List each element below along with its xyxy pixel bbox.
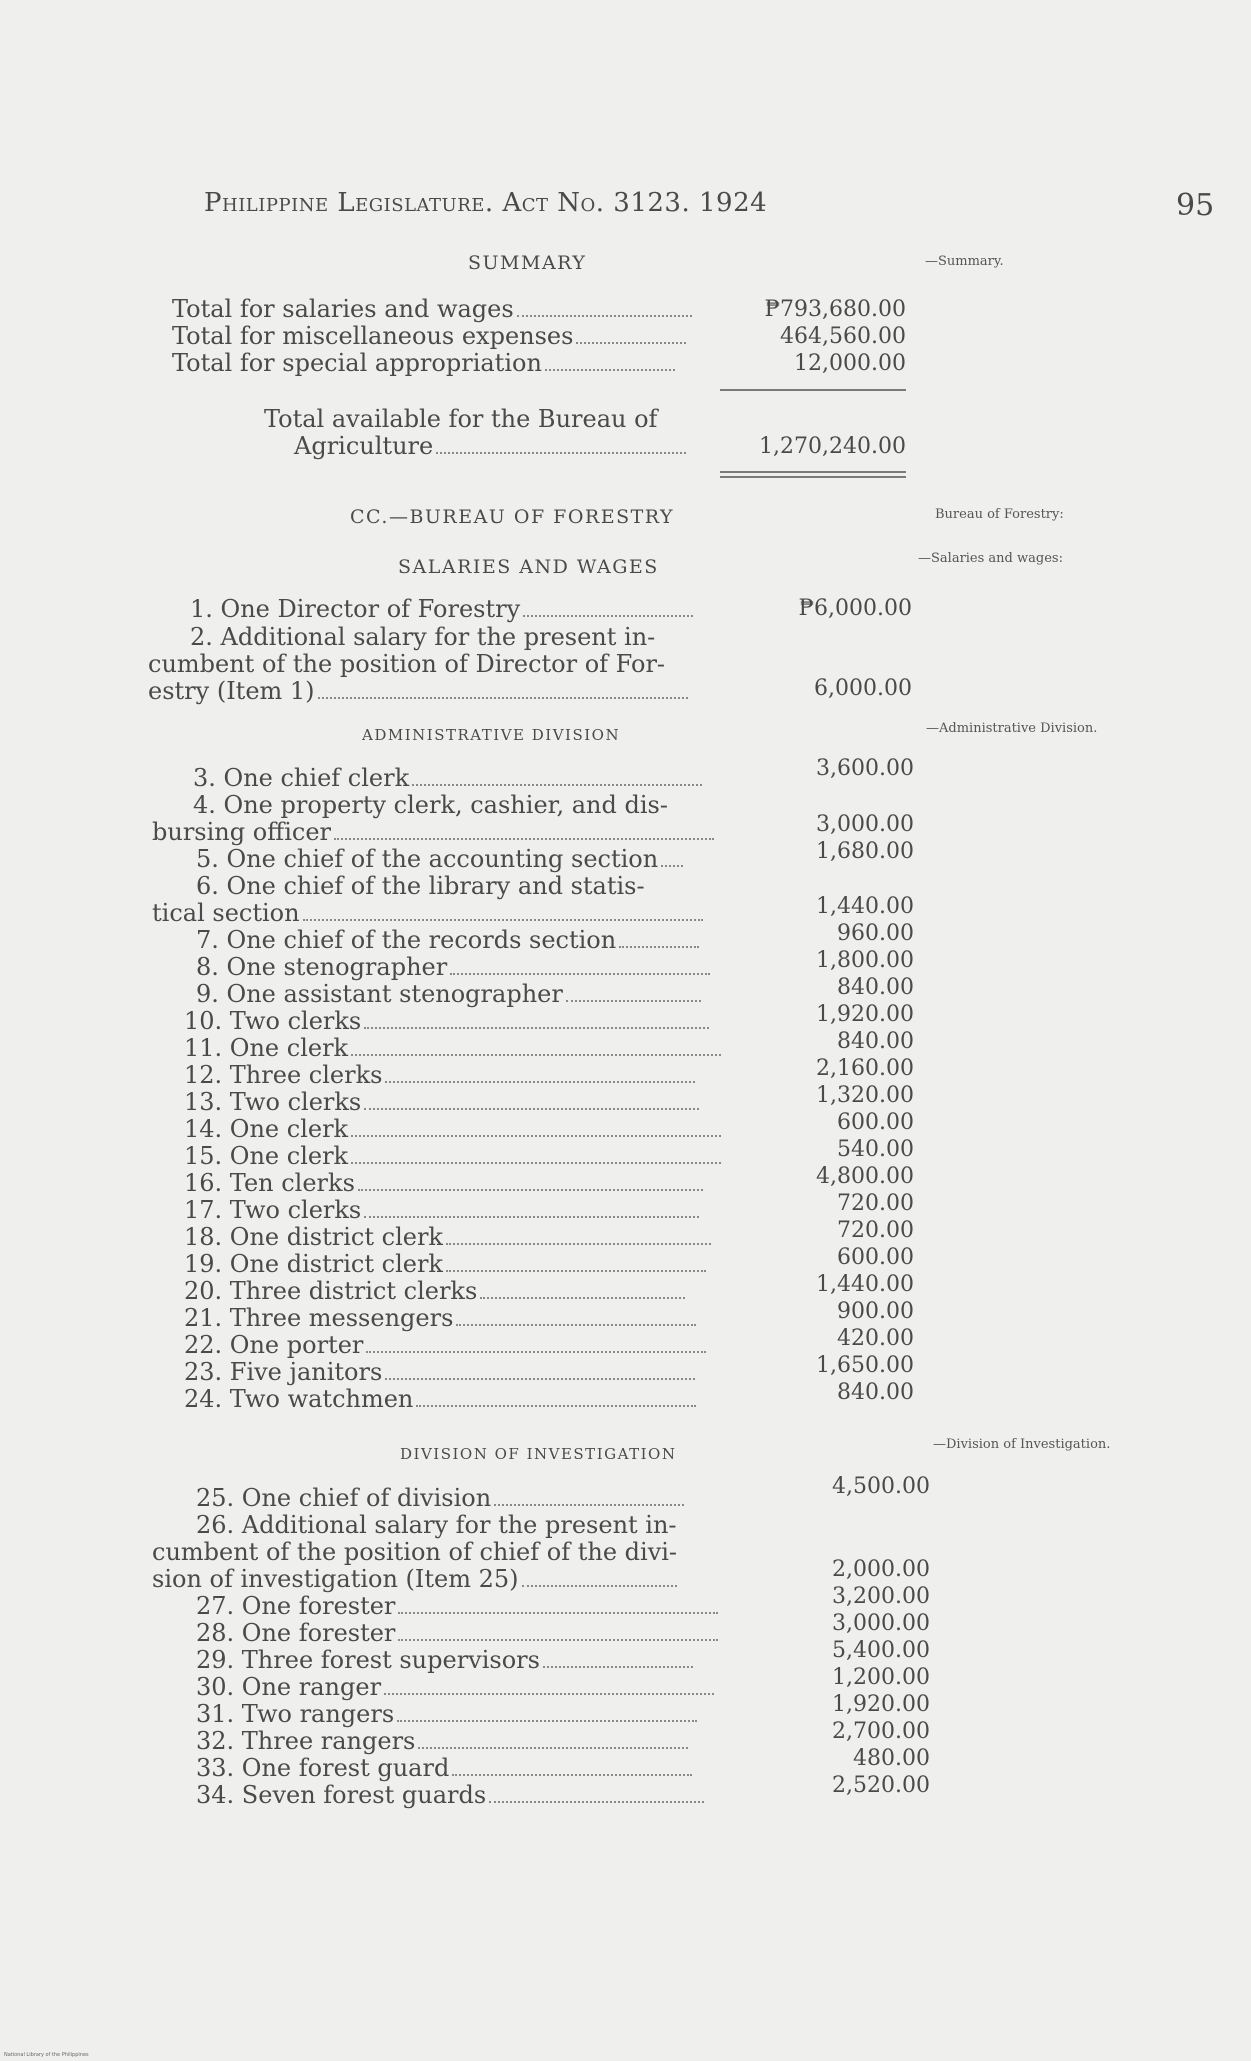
summary-row (172, 323, 686, 350)
line-item-amount: 6,000.00 (814, 676, 912, 701)
line-item-amount: 1,680.00 (816, 839, 914, 864)
line-item-amount: 2,700.00 (832, 1719, 930, 1744)
line-item-amount: 4,800.00 (816, 1164, 914, 1189)
running-header: Philippine Legislature. Act No. 3123. 1924 (204, 188, 768, 218)
line-item: 27. One forester (196, 1593, 718, 1620)
line-item: 22. One porter (184, 1332, 706, 1359)
line-item-amount: 5,400.00 (832, 1638, 930, 1663)
line-item-amount: 1,200.00 (832, 1665, 930, 1690)
investigation-heading: DIVISION OF INVESTIGATION (400, 1445, 677, 1463)
line-item-amount: 1,320.00 (816, 1083, 914, 1108)
line-item-amount: 600.00 (837, 1110, 914, 1135)
line-item: 12. Three clerks (184, 1062, 695, 1089)
summary-total-line1: Total available for the Bureau of (264, 405, 658, 433)
line-item: 1. One Director of Forestry (190, 596, 693, 623)
summary-total-amount: 1,270,240.00 (759, 434, 906, 459)
line-item-amount: 840.00 (837, 1029, 914, 1054)
bureau-side-note: Bureau of Forestry: (935, 507, 1064, 522)
line-item: 10. Two clerks (184, 1008, 709, 1035)
line-item: 32. Three rangers (196, 1728, 688, 1755)
summary-row (172, 296, 692, 323)
line-item-amount: 2,160.00 (816, 1056, 914, 1081)
line-item: 28. One forester (196, 1620, 718, 1647)
summary-side-note: —Summary. (925, 254, 1004, 269)
line-item: 3. One chief clerk (193, 765, 702, 792)
line-item: 14. One clerk (184, 1116, 721, 1143)
line-item: 31. Two rangers (196, 1701, 697, 1728)
footer-credit: National Library of the Philippines (4, 2052, 89, 2058)
line-item-amount: 540.00 (837, 1137, 914, 1162)
line-item-amount: 1,440.00 (816, 894, 914, 919)
salaries-heading: SALARIES AND WAGES (398, 556, 659, 578)
line-item: 17. Two clerks (184, 1197, 699, 1224)
line-item: 4. One property clerk, cashier, and dis- (193, 791, 668, 819)
line-item-amount: 840.00 (837, 975, 914, 1000)
line-item-amount: 900.00 (837, 1299, 914, 1324)
line-item: 8. One stenographer (196, 954, 710, 981)
line-item: 16. Ten clerks (184, 1170, 703, 1197)
line-item-amount: 1,920.00 (816, 1002, 914, 1027)
salaries-side-note: —Salaries and wages: (918, 551, 1063, 566)
item2-line3: estry (Item 1) (148, 678, 688, 705)
summary-row-amount: 12,000.00 (794, 351, 906, 376)
item2-line1: 2. Additional salary for the present in- (190, 623, 656, 651)
line-item: 7. One chief of the records section (196, 927, 699, 954)
line-item: 25. One chief of division (196, 1485, 684, 1512)
summary-row-amount: ₱793,680.00 (764, 297, 906, 322)
admin-side-note: —Administrative Division. (926, 721, 1098, 736)
line-item: 18. One district clerk (184, 1224, 711, 1251)
line-item-amount: 600.00 (837, 1245, 914, 1270)
line-item-amount: 2,520.00 (832, 1773, 930, 1798)
line-item: 21. Three messengers (184, 1305, 696, 1332)
item26-line3: sion of investigation (Item 25) (152, 1566, 677, 1593)
line-item-amount: 3,200.00 (832, 1584, 930, 1609)
summary-row-label: Total for salaries and wages (172, 295, 514, 323)
line-item-amount: 1,440.00 (816, 1272, 914, 1297)
summary-row (172, 350, 675, 377)
summary-row-label: Total for special appropriation (172, 349, 542, 377)
page-number: 95 (1176, 188, 1215, 223)
sum-rule (720, 389, 906, 391)
summary-row-label: Total for miscellaneous expenses (172, 322, 574, 350)
line-item-amount: 3,000.00 (832, 1611, 930, 1636)
line-item: 34. Seven forest guards (196, 1782, 704, 1809)
line-item-amount: 1,650.00 (816, 1353, 914, 1378)
line-item-amount: 480.00 (853, 1746, 930, 1771)
line-item-amount: 1,800.00 (816, 948, 914, 973)
line-item-cont: tical section (152, 900, 703, 927)
line-item: 11. One clerk (184, 1035, 721, 1062)
bureau-heading: CC.—BUREAU OF FORESTRY (350, 506, 675, 528)
line-item: 30. One ranger (196, 1674, 714, 1701)
line-item: 9. One assistant stenographer (196, 981, 701, 1008)
line-item: 24. Two watchmen (184, 1386, 696, 1413)
line-item: 15. One clerk (184, 1143, 721, 1170)
line-item-amount: 840.00 (837, 1380, 914, 1405)
line-item: 6. One chief of the library and statis- (196, 872, 645, 900)
line-item-amount: 1,920.00 (832, 1692, 930, 1717)
item26-line1: 26. Additional salary for the present in- (196, 1511, 677, 1539)
line-item-cont: bursing officer (152, 819, 714, 846)
item2-line2: cumbent of the position of Director of For- (148, 650, 666, 678)
line-item-amount: 3,600.00 (816, 756, 914, 781)
line-item-amount: 420.00 (837, 1326, 914, 1351)
line-item: 23. Five janitors (184, 1359, 695, 1386)
item26-line2: cumbent of the position of chief of the divi- (152, 1538, 678, 1566)
summary-heading: SUMMARY (468, 252, 587, 274)
line-item-amount: 720.00 (837, 1218, 914, 1243)
line-item: 33. One forest guard (196, 1755, 692, 1782)
summary-row-amount: 464,560.00 (780, 324, 906, 349)
line-item: 29. Three forest supervisors (196, 1647, 693, 1674)
line-item: 19. One district clerk (184, 1251, 706, 1278)
line-item-amount: ₱6,000.00 (798, 596, 912, 621)
line-item: 13. Two clerks (184, 1089, 699, 1116)
line-item-amount: 960.00 (837, 921, 914, 946)
line-item: 5. One chief of the accounting section (196, 846, 683, 873)
line-item-amount: 720.00 (837, 1191, 914, 1216)
total-double-rule (720, 471, 906, 478)
line-item: 20. Three district clerks (184, 1278, 685, 1305)
investigation-side-note: —Division of Investigation. (933, 1437, 1111, 1452)
summary-total-line2: Agriculture (294, 433, 686, 460)
line-item-amount: 3,000.00 (816, 812, 914, 837)
line-item-amount: 2,000.00 (832, 1557, 930, 1582)
line-item-amount: 4,500.00 (832, 1474, 930, 1499)
admin-heading: ADMINISTRATIVE DIVISION (362, 726, 621, 744)
